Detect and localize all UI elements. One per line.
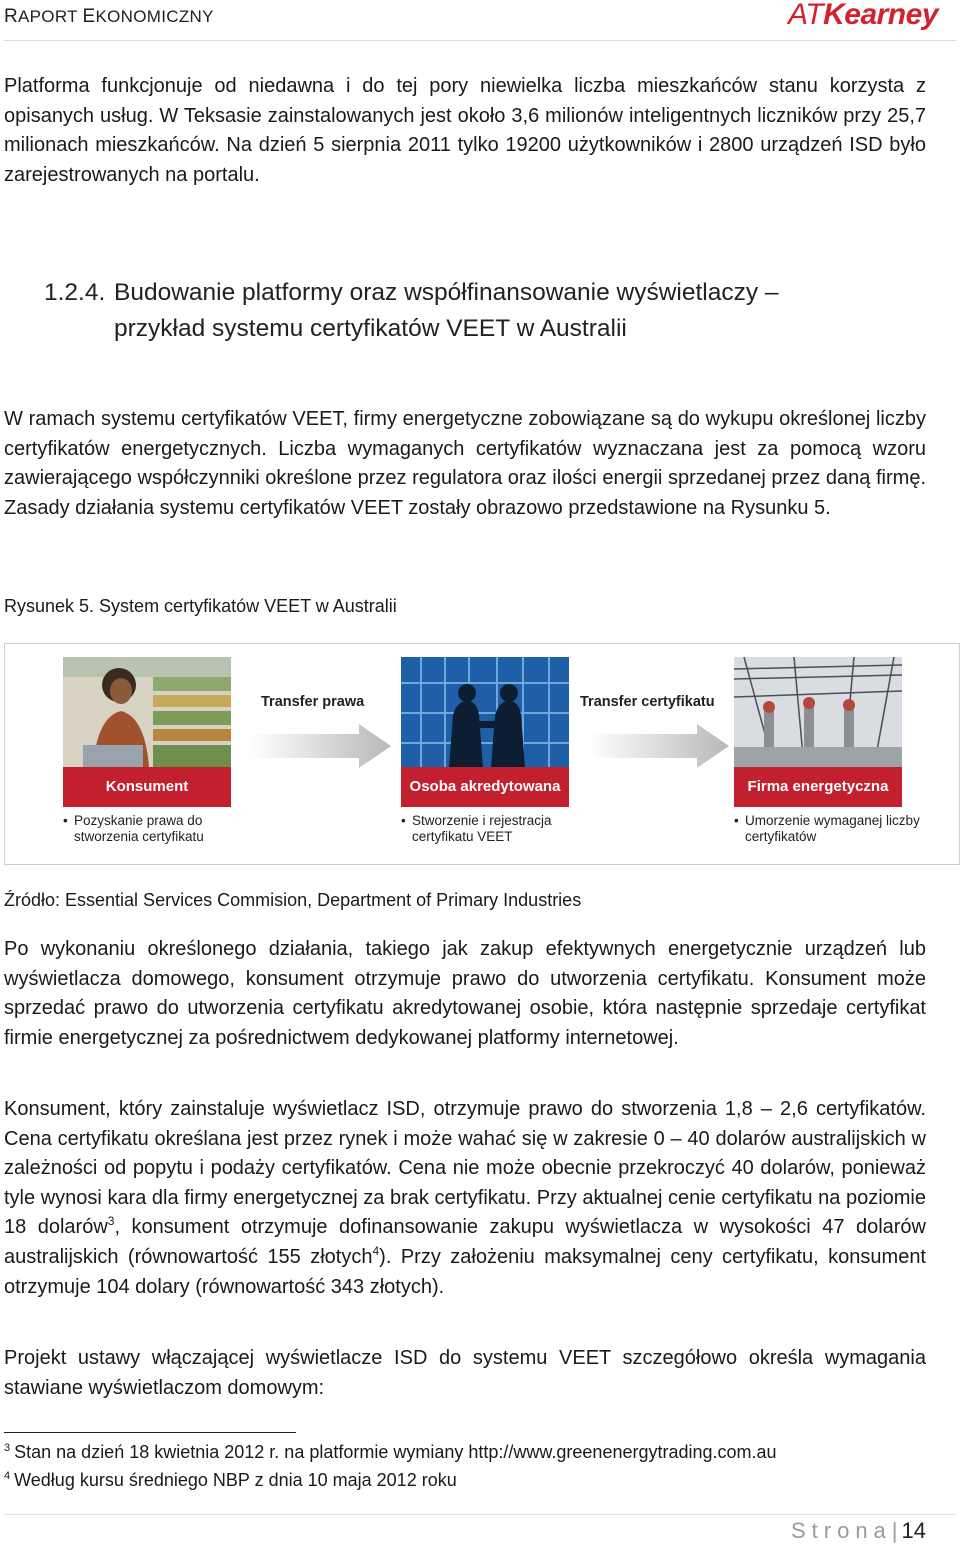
section-title-line1: Budowanie platformy oraz współfinansowanie wyświetlaczy –: [114, 279, 779, 306]
paragraph-certificate-value-part-b: , konsument otrzymuje dofinansowanie zakupu wyświetlacza w wysokości 47 dolarów australijskich (równowartość 155 złotych: [4, 1216, 926, 1268]
panel-konsument-label: Konsument: [63, 767, 231, 807]
paragraph-veet-intro: W ramach systemu certyfikatów VEET, firmy energetyczne zobowiązane są do wykupu określonej liczby certyfikatów energetycznych. Liczba wymaganych certyfikatów wyznaczana jest za pomocą wzoru zawierającego współczynniki określone przez regulatora oraz ilości energii sprzedanej przez daną firmę. Zasady działania systemu certyfikatów VEET zostały obrazowo przedstawione na Rysunku 5.: [4, 408, 926, 519]
panel-firma-energetyczna-bullet-text: Umorzenie wymaganej liczby certyfikatów: [745, 813, 920, 844]
footer-separator: |: [891, 1518, 898, 1543]
footer-divider: [4, 1514, 956, 1515]
figure-caption: Rysunek 5. System certyfikatów VEET w Australii: [4, 596, 397, 616]
consumer-shopping-photo: [63, 657, 231, 767]
atkearney-logo: [788, 0, 938, 32]
section-heading: [44, 275, 779, 347]
footer-strona-label: Strona: [790, 1518, 892, 1543]
arrow-label-transfer-certyfikatu: Transfer certyfikatu: [580, 694, 715, 710]
footnote-4-number: 4: [4, 1470, 11, 1482]
bullet-dot: •: [401, 813, 406, 828]
veet-diagram: [4, 643, 960, 865]
logo-kearney: Kearney: [823, 0, 938, 31]
arrow-label-transfer-prawa: Transfer prawa: [261, 694, 365, 710]
panel-firma-energetyczna: [734, 657, 902, 809]
footnote-4-text: Według kursu średniego NBP z dnia 10 maja 2012 roku: [14, 1470, 457, 1490]
report-title-rest-1: APORT: [18, 7, 83, 26]
arrow-right-icon: [589, 724, 729, 768]
figure-source: Źródło: Essential Services Commision, Department of Primary Industries: [4, 890, 582, 910]
arrow-right-icon: [251, 724, 391, 768]
page-footer: [791, 1518, 926, 1544]
handshake-photo: [401, 657, 569, 767]
paragraph-texas-platform: Platforma funkcjonuje od niedawna i do tej pory niewielka liczba mieszkańców stanu korzysta z opisanych usług. W Teksasie zainstalowanych jest około 3,6 milionów inteligentnych liczników przy 25,7 milionach mieszkańców. Na dzień 5 sierpnia 2011 tylko 19200 użytkowników i 2800 urządzeń ISD było zarejestrowanych na portalu.: [4, 75, 926, 186]
footnote-divider: [4, 1432, 296, 1433]
panel-osoba-akredytowana: [401, 657, 569, 809]
paragraph-certificate-value: [4, 1095, 926, 1302]
section-number: 1.2.4.: [44, 279, 106, 306]
footnote-ref-4: 4: [372, 1243, 380, 1258]
footnote-4: [4, 1470, 457, 1491]
footnote-3-number: 3: [4, 1442, 11, 1454]
report-title: [4, 6, 214, 28]
panel-konsument-bullet: [63, 813, 263, 845]
paragraph-legislation: Projekt ustawy włączającej wyświetlacze ISD do systemu VEET szczegółowo określa wymagania stawiane wyświetlaczom domowym:: [4, 1347, 926, 1399]
power-substation-photo: [734, 657, 902, 767]
footnote-3: [4, 1442, 777, 1463]
footnote-ref-3: 3: [107, 1214, 115, 1229]
page-number: 14: [901, 1518, 926, 1543]
panel-osoba-akredytowana-label: Osoba akredytowana: [401, 767, 569, 807]
section-title-line2: przykład systemu certyfikatów VEET w Australii: [114, 315, 627, 342]
logo-at: AT: [787, 0, 824, 31]
report-title-cap-e: E: [82, 6, 96, 27]
bullet-dot: •: [734, 813, 739, 828]
footnote-3-text: Stan na dzień 18 kwietnia 2012 r. na platformie wymiany http://www.greenenergytrading.com.au: [14, 1442, 777, 1462]
panel-osoba-akredytowana-bullet-text: Stworzenie i rejestracja certyfikatu VEET: [412, 813, 552, 844]
paragraph-certificate-process: Po wykonaniu określonego działania, takiego jak zakup efektywnych energetycznie urządzeń lub wyświetlacza domowego, konsument otrzymuje prawo do utworzenia certyfikatu. Konsument może sprzedać prawo do utworzenia certyfikatu akredytowanej osobie, która następnie sprzedaje certyfikat firmie energetycznej za pośrednictwem dedykowanej platformy internetowej.: [4, 938, 926, 1049]
report-title-cap-r: R: [4, 6, 19, 27]
report-title-rest-2: KONOMICZNY: [95, 7, 214, 26]
panel-konsument: [63, 657, 231, 809]
header-divider: [4, 40, 956, 41]
paragraph-certificate-value-part-a: Konsument, który zainstaluje wyświetlacz ISD, otrzymuje prawo do stworzenia 1,8 – 2,6 certyfikatów. Cena certyfikatu określana jest przez rynek i może wahać się w zakresie 0 – 40 dolarów australijskich w zależności od popytu i podaży certyfikatów. Cena nie może obecnie przekroczyć 40 dolarów, ponieważ tyle wynosi kara dla firmy energetycznej za brak certyfikatu. Przy aktualnej cenie certyfikatu na poziomie 18 dolarów: [4, 1098, 926, 1239]
bullet-dot: •: [63, 813, 68, 828]
panel-firma-energetyczna-label: Firma energetyczna: [734, 767, 902, 807]
panel-konsument-bullet-text: Pozyskanie prawa do stworzenia certyfikatu: [74, 813, 204, 844]
panel-firma-energetyczna-bullet: [734, 813, 934, 845]
panel-osoba-akredytowana-bullet: [401, 813, 601, 845]
paragraph-certificate-value-part-c: ). Przy założeniu maksymalnej ceny certyfikatu, konsument otrzymuje 104 dolary (równowartość 343 złotych).: [4, 1245, 926, 1298]
